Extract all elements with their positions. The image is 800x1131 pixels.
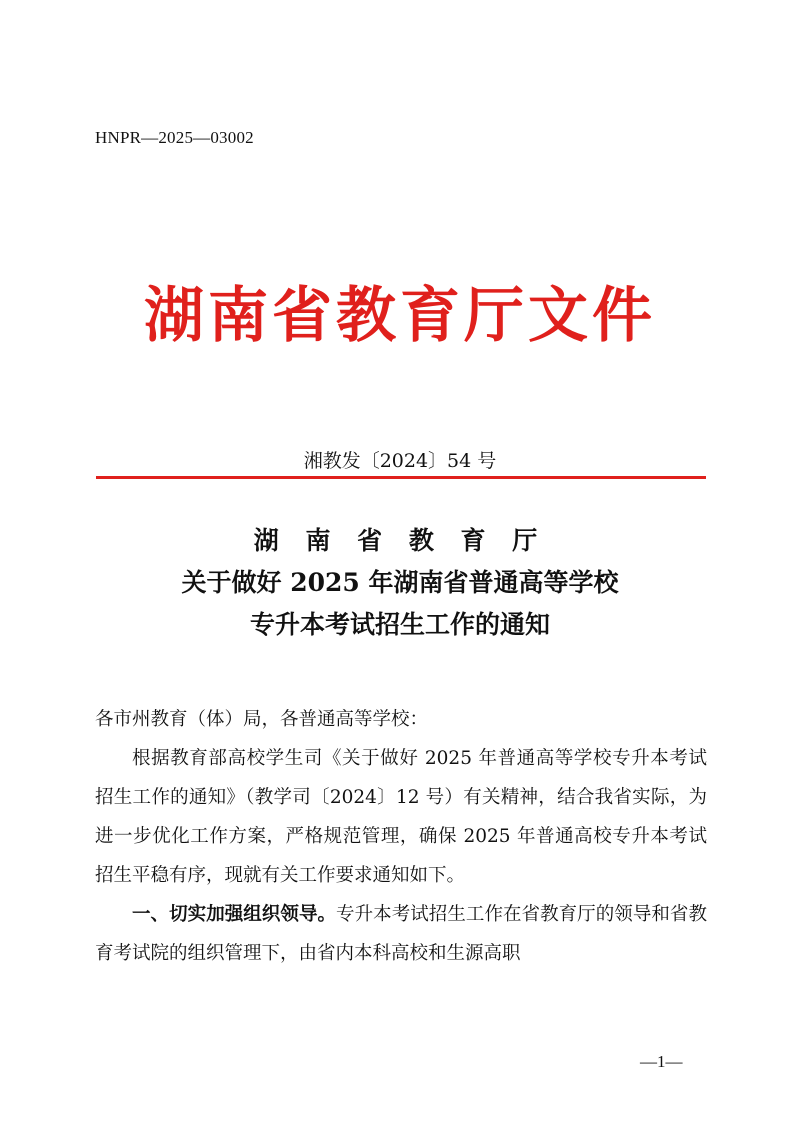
issuer-header-title: 湖南省教育厅文件: [144, 281, 656, 351]
notice-title: [0, 520, 800, 646]
section-paragraph: [95, 895, 707, 973]
red-divider-rule: [96, 476, 706, 479]
salutation: 各市州教育（体）局，各普通高等学校：: [95, 709, 429, 730]
title-issuer-line: 湖 南 省 教 育 厅: [253, 526, 547, 555]
page-number: —1—: [640, 1052, 683, 1071]
body-paragraph: 根据教育部高校学生司《关于做好 2025 年普通高等学校专升本考试招生工作的通知》（教学司〔2024〕12 号）有关精神，结合我省实际，为进一步优化工作方案，严格规范管理，确保 2025 年普通高校专升本考试招生平稳有序，现就有关工作要求通知如下。: [95, 748, 707, 886]
document-number: 湘教发〔2024〕54 号: [303, 450, 497, 472]
title-subject-line-2: 专升本考试招生工作的通知: [249, 610, 550, 639]
section-heading: 一、切实加强组织领导。: [132, 904, 337, 925]
section-text: 专升本考试招生工作在省教育厅的领导和省教育考试院的组织管理下，由省内本科高校和生源高职: [95, 904, 707, 964]
title-subject-line-1: 关于做好 2025 年湖南省普通高等学校: [181, 568, 619, 597]
document-body: [95, 700, 707, 973]
document-code: HNPR—2025—03002: [95, 128, 254, 147]
